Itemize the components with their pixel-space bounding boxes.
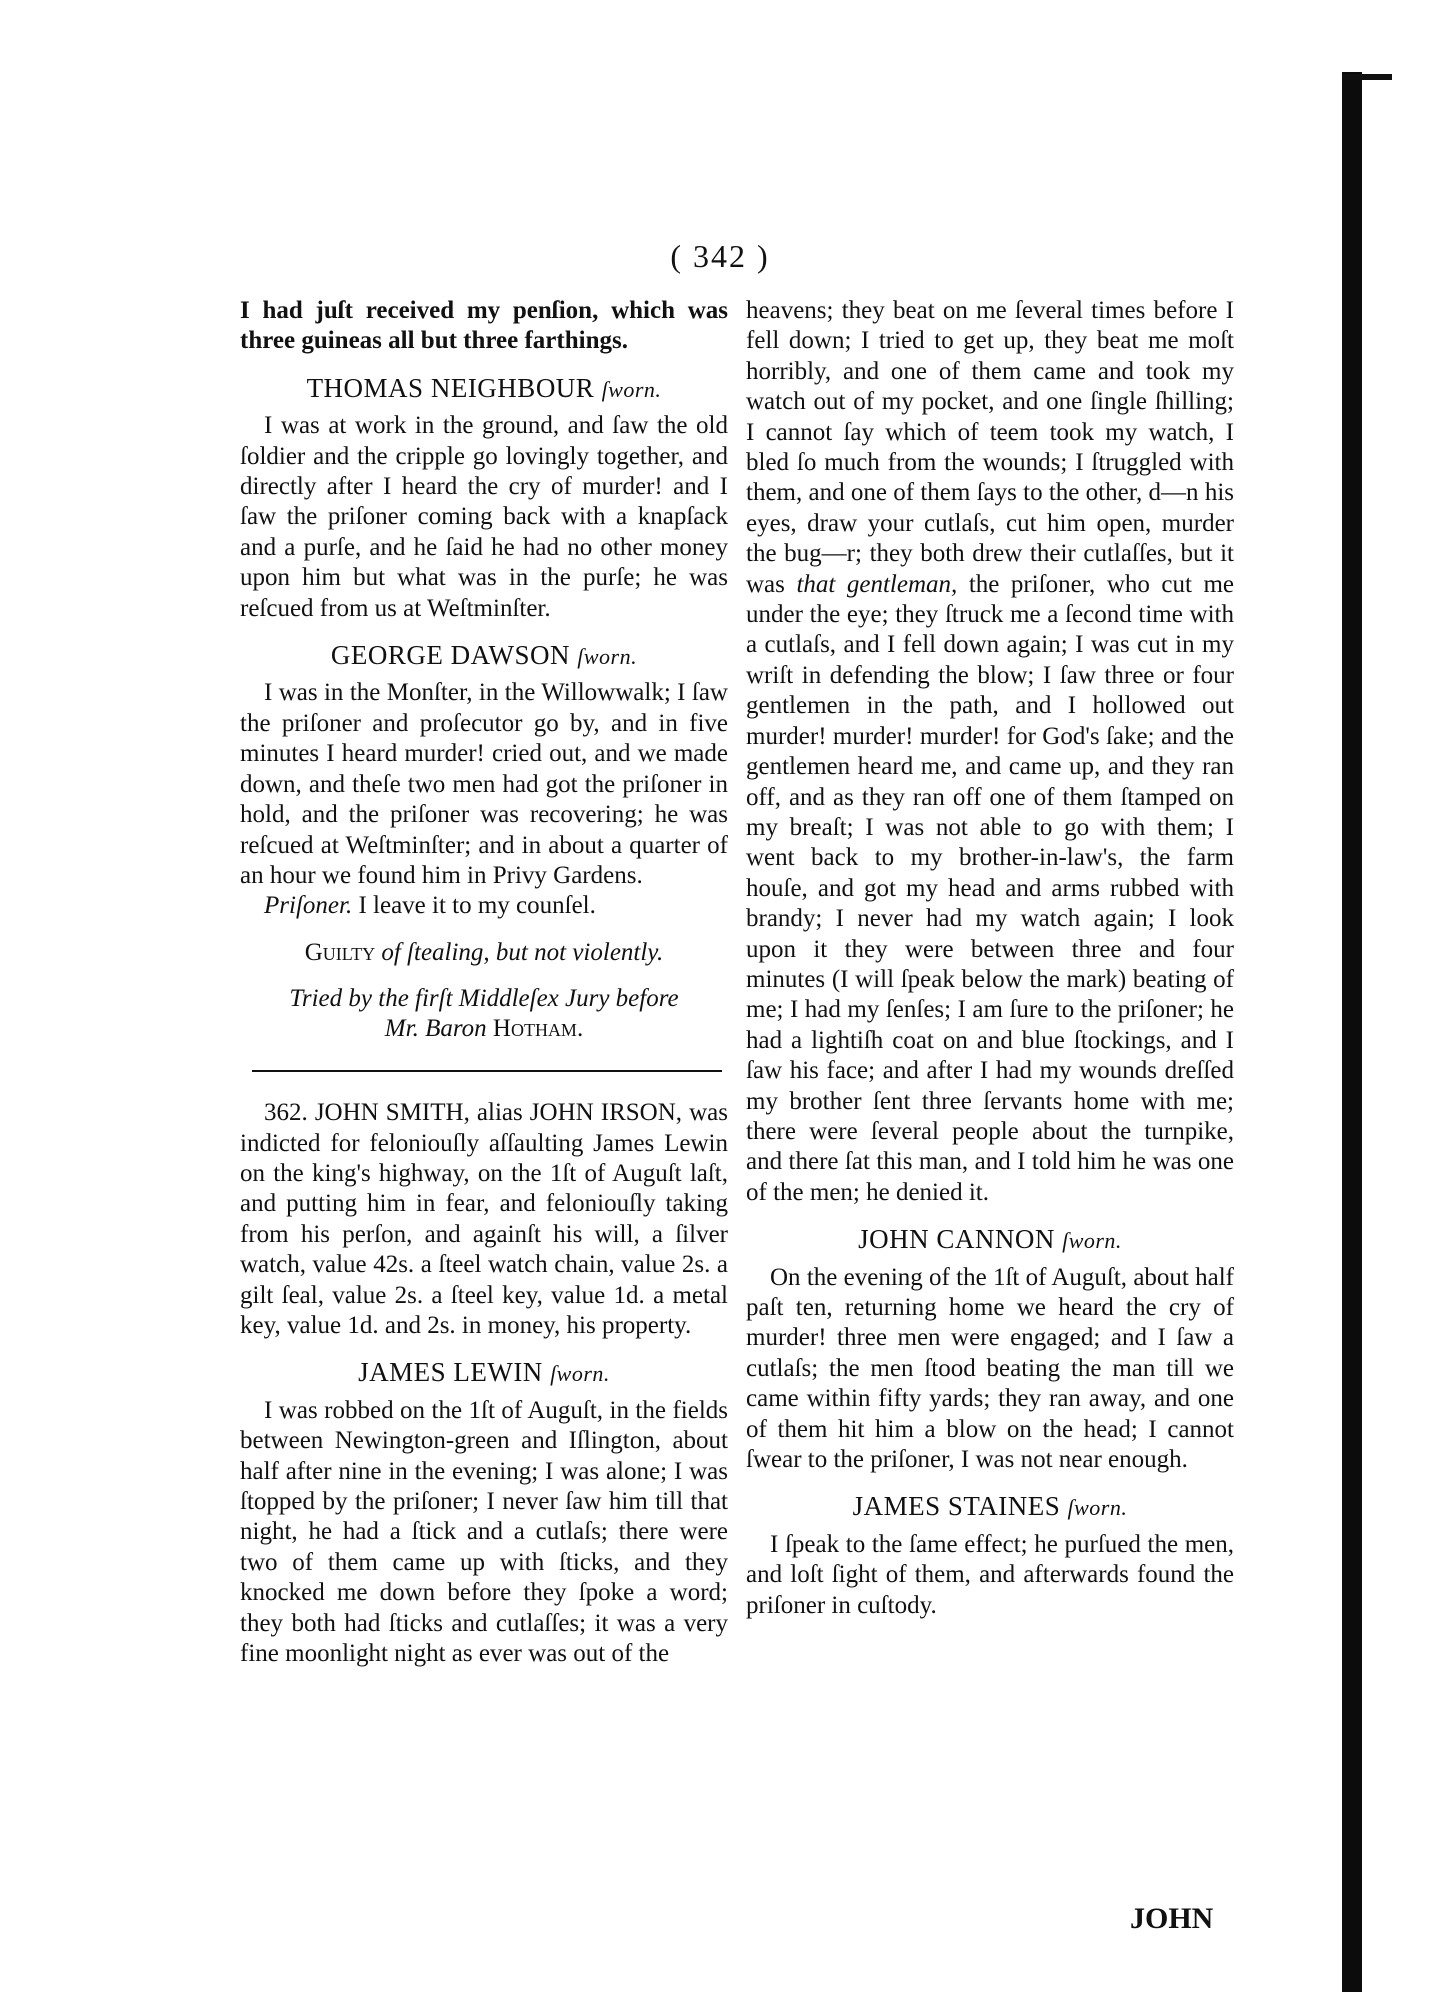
page-number: ( 342 ) — [670, 238, 770, 274]
sworn-label: ſworn. — [550, 1361, 610, 1387]
indictment-paragraph — [240, 1098, 728, 1341]
testimony-continuation — [746, 296, 1234, 1208]
testimony-text: the priſoner, who cut me under the eye; they ſtruck me a ſecond time with a cutlaſs, and I fell down again; I was cut in my wriſt in defending the blow; I ſaw three or four gentlemen in the path, and I hollowed out murder! murder! murder! for God's ſake; and the gentlemen heard me, and came up, and they ran off, and as they ran off one of them ſtamped on my breaſt; I was not able to go with them; I went back to my brother-in-law's, the farm houſe, and got my head and arms rubbed with brandy; I never had my watch again; I look upon it they were between three and four minutes (I will ſpeak below the mark) beating of me; I had my ſenſes; I am ſure to the priſoner; he had a lightiſh coat on and blue ſtockings, and I ſaw his face; and after I had my wounds dreſſed my brother ſent three ſervants home with me; there were ſeveral people about the turnpike, and there ſat this man, and I told him he was one of the men; he denied it. — [746, 570, 1235, 1206]
sworn-label: ſworn. — [577, 644, 638, 670]
sworn-label: ſworn. — [601, 376, 662, 402]
tried-judge-line — [240, 1014, 728, 1044]
left-column — [240, 296, 728, 1669]
binding-edge-mark — [1342, 74, 1392, 80]
catchword: JOHN — [1130, 1902, 1214, 1935]
verdict — [240, 938, 728, 968]
witness-name: JAMES STAINES — [852, 1491, 1061, 1522]
witness-heading-thomas-neighbour — [240, 373, 728, 405]
testimony-paragraph: On the evening of the 1ſt of Auguſt, about half paſt ten, returning home we heard the cry of murder! three men were engaged; and I ſaw a cutlaſs; the men ſtood beating the man till we came within fifty yards; they ran away, and one of them hit him a blow on the head; I cannot ſwear to the priſoner, I was not near enough. — [746, 1263, 1234, 1474]
book-binding-edge — [1342, 72, 1362, 1992]
testimony-paragraph: I ſpeak to the ſame effect; he purſued the men, and loſt ſight of them, and afterwards found the priſoner in cuſtody. — [746, 1530, 1234, 1619]
indictment-text: JOHN SMITH, alias JOHN IRSON, was indicted for feloniouſly aſſaulting James Lewin on the king's highway, on the 1ſt of Auguſt laſt, and putting him in fear, and feloniouſly taking from his perſon, and againſt his will, a ſilver watch, value 42s. a ſteel watch chain, value 2s. a gilt ſeal, value 2s. a ſteel key, value 1d. a metal key, value 1d. and 2s. in money, his property. — [240, 1099, 728, 1339]
testimony-italic: that gentleman, — [796, 570, 958, 598]
tried-mr: Mr. Baron — [384, 1015, 487, 1043]
tried-line: Tried by the firſt Middleſex Jury before — [289, 985, 679, 1013]
witness-name: GEORGE DAWSON — [330, 640, 570, 671]
tried-note — [240, 984, 728, 1044]
verdict-detail: of ſtealing, but not violently. — [381, 938, 664, 966]
case-number: 362. — [264, 1099, 308, 1127]
prisoner-statement — [240, 891, 728, 921]
sworn-label: ſworn. — [1062, 1228, 1122, 1254]
testimony-paragraph: I was robbed on the 1ſt of Auguſt, in the fields between Newington-green and Iſlington, about half after nine in the evening; I was alone; I was ſtopped by the priſoner; I never ſaw him till that night, he had a ſtick and a cutlaſs; there were two of them came up with ſticks, and they knocked me down before they ſpoke a word; they both had ſticks and cutlaſſes; it was a very fine moonlight night as ever was out of the — [240, 1396, 728, 1668]
sworn-label: ſworn. — [1067, 1495, 1128, 1521]
witness-name: JOHN CANNON — [858, 1224, 1055, 1255]
prisoner-label: Priſoner. — [264, 892, 353, 920]
testimony-text: heavens; they beat on me ſeveral times before I fell down; I tried to get up, they beat me moſt horribly, and one of them came and took my watch out of my pocket, and one ſingle ſhilling; I cannot ſay which of teem took my watch, I bled ſo much from the wounds; I ſtruggled with them, and one of them ſays to the other, d—n his eyes, draw your cutlaſs, cut him open, murder the bug—r; they both drew their cutlaſſes, but it was — [746, 297, 1234, 598]
judge-name: Hotham. — [492, 1015, 584, 1043]
testimony-paragraph: I was in the Monſter, in the Willowwalk; I ſaw the priſoner and proſecutor go by, and in five minutes I heard murder! cried out, and we made down, and theſe two men had got the priſoner in hold, and the priſoner was recovering; he was reſcued at Weſtminſter; and in about a quarter of an hour we found him in Privy Gardens. — [240, 679, 728, 889]
testimony-paragraph: I was at work in the ground, and ſaw the old ſoldier and the cripple go lovingly together, and directly after I heard the cry of murder! and I ſaw the priſoner coming back with a knapſack and a purſe, and he ſaid he had no other money upon him but what was in the purſe; he was reſcued from us at Weſtminſter. — [240, 412, 728, 622]
witness-heading-james-staines — [746, 1491, 1234, 1523]
witness-heading-george-dawson — [240, 640, 728, 672]
witness-name: THOMAS NEIGHBOUR — [306, 372, 595, 403]
right-column — [746, 296, 1234, 1621]
witness-heading-john-cannon — [746, 1224, 1234, 1256]
prisoner-text: I leave it to my counſel. — [358, 892, 596, 920]
witness-name: JAMES LEWIN — [358, 1357, 543, 1388]
witness-heading-james-lewin — [240, 1357, 728, 1389]
section-divider — [252, 1070, 722, 1072]
verdict-guilty: Guilty — [304, 938, 376, 966]
opening-paragraph: I had juſt received my penſion, which was three guineas all but three farthings. — [240, 297, 728, 355]
